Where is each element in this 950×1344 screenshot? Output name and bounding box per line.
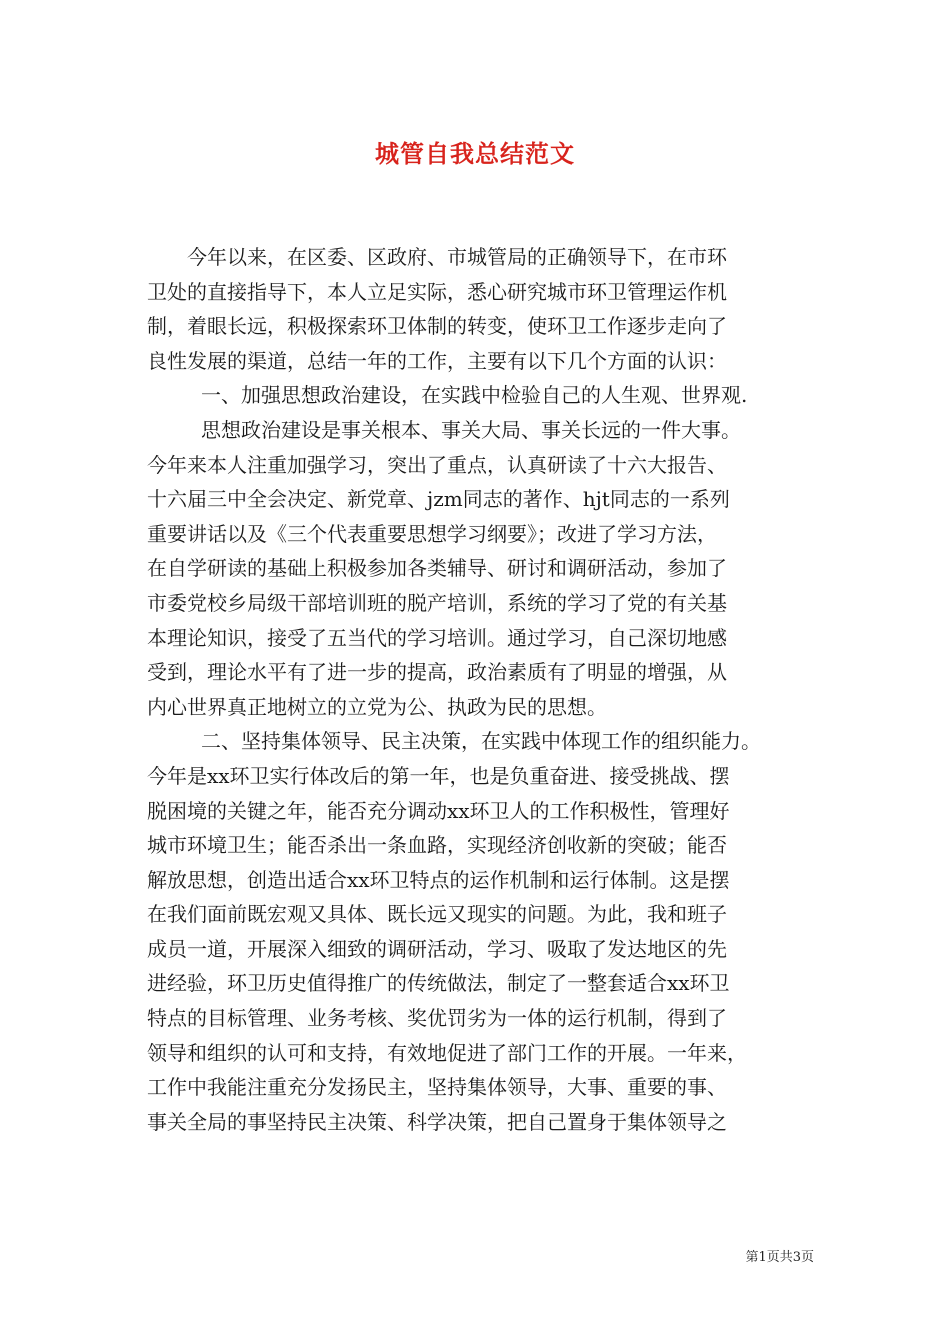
paragraph-line: 在我们面前既宏观又具体、既长远又现实的问题。为此，我和班子 <box>147 902 727 927</box>
paragraph-line: 城市环境卫生；能否杀出一条血路，实现经济创收新的突破；能否 <box>147 833 727 858</box>
paragraph-line: 脱困境的关键之年，能否充分调动xx环卫人的工作积极性，管理好 <box>147 798 730 823</box>
paragraph-line: 内心世界真正地树立的立党为公、执政为民的思想。 <box>147 694 607 719</box>
paragraph-line: 领导和组织的认可和支持，有效地促进了部门工作的开展。一年来， <box>147 1040 747 1065</box>
paragraph-line: 解放思想，创造出适合xx环卫特点的运作机制和运行体制。这是摆 <box>147 867 730 892</box>
paragraph-line: 工作中我能注重充分发扬民主，坚持集体领导，大事、重要的事、 <box>147 1075 727 1100</box>
paragraph-line: 本理论知识，接受了五当代的学习培训。通过学习，自己深切地感 <box>147 625 727 650</box>
paragraph-line: 特点的目标管理、业务考核、奖优罚劣为一体的运行机制，得到了 <box>147 1006 727 1031</box>
paragraph-line: 市委党校乡局级干部培训班的脱产培训，系统的学习了党的有关基 <box>147 590 727 615</box>
page-number: 第1页共3页 <box>745 1250 814 1265</box>
document-title: 城管自我总结范文 <box>375 139 575 168</box>
paragraph-line: 在自学研读的基础上积极参加各类辅导、研讨和调研活动，参加了 <box>147 556 727 581</box>
document-body <box>147 240 807 1139</box>
paragraph-line: 思想政治建设是事关根本、事关大局、事关长远的一件大事。 <box>201 417 741 442</box>
paragraph-line: 制，着眼长远，积极探索环卫体制的转变，使环卫工作逐步走向了 <box>147 314 727 339</box>
paragraph-line: 卫处的直接指导下，本人立足实际，悉心研究城市环卫管理运作机 <box>147 279 727 304</box>
paragraph-line: 受到，理论水平有了进一步的提高，政治素质有了明显的增强，从 <box>147 660 727 685</box>
paragraph-line: 今年以来，在区委、区政府、市城管局的正确领导下，在市环 <box>187 245 727 269</box>
paragraph-line: 重要讲话以及《三个代表重要思想学习纲要》；改进了学习方法， <box>147 521 717 546</box>
paragraph-line: 今年来本人注重加强学习，突出了重点，认真研读了十六大报告、 <box>147 452 727 477</box>
paragraph-line: 事关全局的事坚持民主决策、科学决策，把自己置身于集体领导之 <box>147 1109 727 1134</box>
paragraph-line: 良性发展的渠道，总结一年的工作，主要有以下几个方面的认识： <box>147 348 727 373</box>
paragraph-line: 今年是xx环卫实行体改后的第一年，也是负重奋进、接受挑战、摆 <box>147 763 730 788</box>
paragraph-line: 十六届三中全会决定、新党章、jzm同志的著作、hjt同志的一系列 <box>147 487 730 512</box>
paragraph-line: 成员一道，开展深入细致的调研活动，学习、吸取了发达地区的先 <box>147 936 727 961</box>
section-heading-1: 一、加强思想政治建设，在实践中检验自己的人生观、世界观. <box>201 383 748 408</box>
section-heading-2: 二、坚持集体领导、民主决策，在实践中体现工作的组织能力。 <box>201 729 761 754</box>
paragraph-line: 进经验，环卫历史值得推广的传统做法，制定了一整套适合xx环卫 <box>147 971 730 996</box>
